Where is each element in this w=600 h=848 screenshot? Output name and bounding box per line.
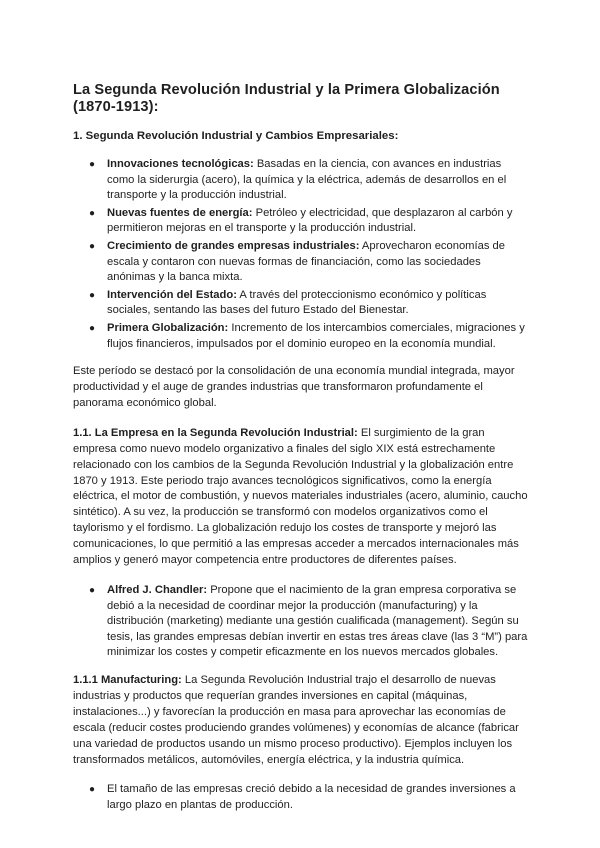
section-1-bullet-list — [73, 157, 528, 352]
list-item — [73, 239, 528, 286]
section-1-1-paragraph — [73, 426, 528, 569]
bullet-icon: ● — [89, 322, 96, 334]
list-item-term: Crecimiento de grandes empresas industriales: — [107, 239, 360, 252]
bullet-icon: ● — [89, 585, 96, 596]
section-1-1-text: El surgimiento de la gran empresa como nuevo modelo organizativo a finales del siglo XIX está estrechamente relacionado con los cambios de la Segunda Revolución Industrial y la globalización entre 1870 y 1913. Este periodo trajo avances tecnológicos significativos, como la energía eléctrica, el motor de combustión, y nuevos materiales industriales (acero, aluminio, caucho sintético). A su vez, la producción se transformó con modelos organizativos como el taylorismo y el fordismo. La globalización redujo los costes de transporte y mejoró las comunicaciones, lo que permitió a las empresas acceder a mercados internacionales más amplios y generó mayor competencia entre productores de diferentes países. — [73, 426, 528, 567]
section-1-1-1-paragraph — [73, 673, 528, 768]
bullet-icon: ● — [89, 159, 96, 170]
section-1-heading: 1. Segunda Revolución Industrial y Cambios Empresariales: — [73, 130, 399, 142]
section-1-1-heading: 1.1. La Empresa en la Segunda Revolución Industrial: — [73, 426, 358, 439]
list-item-text: Basadas en la ciencia, con avances en industrias como la siderurgia (acero), la química y la eléctrica, además de desarrollos en el transporte y la producción industrial. — [107, 158, 507, 202]
section-1-1-bullet-list — [73, 583, 528, 661]
list-item-term: Innovaciones tecnológicas: — [107, 158, 254, 170]
list-item — [73, 782, 528, 813]
list-item — [73, 288, 528, 319]
bullet-icon: ● — [89, 240, 96, 252]
list-item — [73, 321, 528, 352]
section-1-1-1-heading: 1.1.1 Manufacturing: — [73, 673, 182, 686]
section-1-summary: Este período se destacó por la consolidación de una economía mundial integrada, mayor productividad y el auge de grandes industrias que transformaron profundamente el panorama económico global. — [73, 365, 515, 409]
list-item-text: Petróleo y electricidad, que desplazaron al carbón y permitieron mejoras en el transporte y la producción industrial. — [107, 206, 513, 235]
bullet-icon: ● — [89, 289, 96, 301]
list-item-term: Primera Globalización: — [107, 321, 229, 334]
list-item — [73, 157, 528, 204]
section-1-1-1-bullet-list — [73, 782, 528, 813]
list-item — [73, 206, 528, 237]
list-item-text: Aprovecharon economías de escala y contaron con nuevas formas de financiación, como las sociedades anónimas y la banca mixta. — [107, 239, 505, 284]
bullet-icon: ● — [89, 207, 96, 219]
list-item-text: A través del proteccionismo económico y políticas sociales, sentando las bases del futuro Estado del Bienestar. — [107, 288, 487, 317]
list-item — [73, 583, 528, 661]
list-item-term: Alfred J. Chandler: — [107, 584, 208, 596]
list-item-text: Incremento de los intercambios comerciales, migraciones y flujos financieros, impulsados por el dominio europeo en la economía mundial. — [107, 321, 525, 350]
list-item-text: Propone que el nacimiento de la gran empresa corporativa se debió a la necesidad de coordinar mejor la producción (manufacturing) y la distribución (marketing) mediante una gestión cualificada (management). Según su tesis, las grandes empresas debían invertir en estas tres áreas clave (las 3 “M”) para minimizar los costes y competir eficazmente en los nuevos mercados globales. — [107, 584, 528, 659]
list-item-term: Intervención del Estado: — [107, 288, 237, 301]
section-1-1-1-text: La Segunda Revolución Industrial trajo el desarrollo de nuevas industrias y productos que requerían grandes inversiones en capital (máquinas, instalaciones...) y favorecían la producción en masa para aprovechar las economías de escala (reducir costes produciendo grandes volúmenes) y economías de alcance (fabricar una variedad de productos usando un mismo proceso productivo). Ejemplos incluyen los transformados metálicos, automóviles, energía eléctrica, y la industria química. — [73, 673, 519, 766]
bullet-icon: ● — [89, 784, 96, 796]
list-item-text: El tamaño de las empresas creció debido a la necesidad de grandes inversiones a largo plazo en plantas de producción. — [107, 783, 516, 811]
document-title: La Segunda Revolución Industrial y la Primera Globalización (1870-1913): — [73, 82, 500, 115]
list-item-term: Nuevas fuentes de energía: — [107, 206, 253, 219]
